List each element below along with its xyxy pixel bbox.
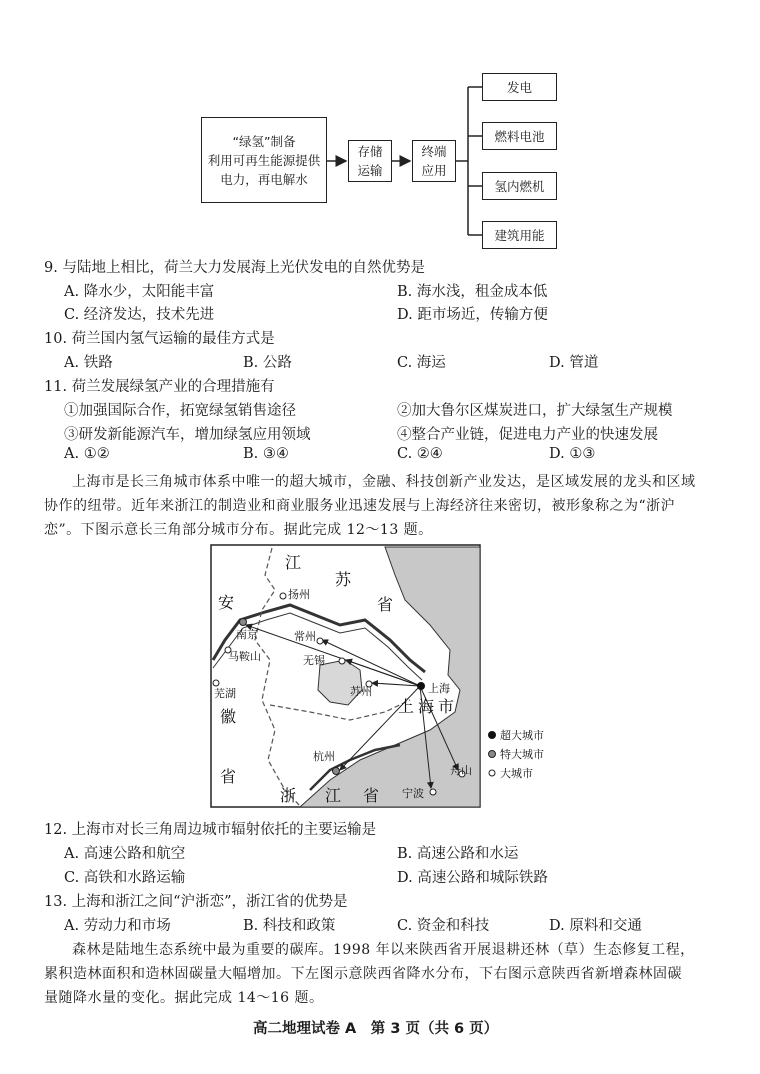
q9-stem: 9. 与陆地上相比，荷兰大力发展海上光伏发电的自然优势是: [44, 260, 425, 276]
q10-option-c[interactable]: C. 海运: [397, 355, 446, 371]
q12-stem: 12. 上海市对长三角周边城市辐射依托的主要运输是: [44, 822, 377, 838]
shanghai-marker: [417, 682, 425, 690]
main-box-line-1: “绿氢”制备: [232, 133, 296, 149]
use-label: 燃料电池: [494, 128, 545, 144]
legend-megacity: 超大城市: [500, 729, 544, 742]
ningbo-marker: [430, 789, 436, 795]
use-label: 发电: [506, 79, 532, 95]
label-suzhou: 苏州: [350, 685, 372, 698]
q10-option-d[interactable]: D. 管道: [549, 355, 599, 371]
q13-option-b[interactable]: B. 科技和政策: [243, 918, 336, 934]
label-hangzhou: 杭州: [313, 750, 335, 763]
q13-option-a[interactable]: A. 劳动力和市场: [64, 918, 171, 934]
passage2-line-2: 累积造林面积和造林固碳量大幅增加。下左图示意陕西省降水分布，下右图示意陕西省新增森林固碳: [44, 966, 682, 982]
q11-stem: 11. 荷兰发展绿氢产业的合理措施有: [44, 379, 275, 395]
terminal-line-2: 应用: [421, 163, 447, 178]
terminal-line-1: 终端: [421, 144, 447, 159]
province-sheng: 省: [363, 786, 380, 805]
q13-option-c[interactable]: C. 资金和科技: [397, 918, 490, 934]
storage-line-1: 存储: [357, 144, 383, 159]
q11-item-1: ①加强国际合作，拓宽绿氢销售途径: [64, 403, 296, 419]
use-label: 氢内燃机: [494, 178, 545, 194]
legend-supercity: 特大城市: [500, 748, 544, 761]
label-ningbo: 宁波: [402, 787, 424, 800]
q10-stem: 10. 荷兰国内氢气运输的最佳方式是: [44, 331, 275, 347]
main-box-line-2: 利用可再生能源提供: [207, 152, 321, 168]
wuhu-marker: [213, 680, 219, 686]
storage-line-2: 运输: [357, 163, 383, 178]
province-hui: 徽: [220, 707, 237, 726]
q13-option-d[interactable]: D. 原料和交通: [549, 918, 642, 934]
q11-item-4: ④整合产业链，促进电力产业的快速发展: [397, 427, 658, 443]
legend-supercity-symbol: [489, 751, 496, 758]
q9-option-b[interactable]: B. 海水浅，租金成本低: [397, 284, 548, 300]
map-legend: [488, 728, 544, 780]
legend-megacity-symbol: [488, 731, 496, 739]
q12-option-c[interactable]: C. 高铁和水路运输: [64, 870, 186, 886]
page-footer: 高二地理试卷 A 第 3 页（共 6 页）: [253, 1021, 499, 1037]
label-yangzhou: 扬州: [288, 588, 310, 601]
label-maanshan: 马鞍山: [228, 650, 261, 663]
label-shanghai: 上海: [428, 682, 450, 695]
label-wuhu: 芜湖: [214, 687, 236, 700]
q10-option-b[interactable]: B. 公路: [243, 355, 292, 371]
nanjing-marker: [240, 619, 247, 626]
label-changzhou: 常州: [294, 630, 316, 643]
province-hai: 海: [418, 697, 435, 716]
legend-bigcity: 大城市: [500, 767, 533, 780]
passage2-line-1: 森林是陆地生态系统中最为重要的碳库。1998 年以来陕西省开展退耕还林（草）生态修复工程，: [72, 942, 695, 958]
q11-option-d[interactable]: D. ①③: [549, 446, 596, 462]
province-su: 苏: [335, 570, 352, 589]
passage1-line-3: 恋”。下图示意长三角部分城市分布。据此完成 12～13 题。: [44, 522, 433, 538]
q11-option-c[interactable]: C. ②④: [397, 446, 443, 462]
province-sheng: 省: [220, 767, 237, 786]
legend-bigcity-symbol: [489, 770, 495, 776]
q12-option-a[interactable]: A. 高速公路和航空: [64, 846, 186, 862]
changzhou-marker: [317, 638, 323, 644]
label-zhoushan: 舟山: [450, 764, 472, 777]
wuxi-marker: [339, 658, 345, 664]
passage1-line-2: 协作的纽带。近年来浙江的制造业和商业服务业迅速发展与上海经济往来密切，被形象称之为“浙沪: [44, 498, 676, 514]
q11-option-a[interactable]: A. ①②: [64, 446, 110, 462]
use-label: 建筑用能: [494, 227, 545, 243]
q12-option-d[interactable]: D. 高速公路和城际铁路: [397, 870, 548, 886]
q12-option-b[interactable]: B. 高速公路和水运: [397, 846, 519, 862]
q10-option-a[interactable]: A. 铁路: [64, 355, 113, 371]
yangzhou-marker: [280, 593, 286, 599]
passage1-line-1: 上海市是长三角城市体系中唯一的超大城市，金融、科技创新产业发达，是区域发展的龙头和区域: [72, 474, 696, 490]
province-sheng: 省: [377, 595, 394, 614]
label-nanjing: 南京: [236, 628, 258, 641]
q9-option-c[interactable]: C. 经济发达，技术先进: [64, 307, 215, 323]
q11-item-3: ③研发新能源汽车，增加绿氢应用领域: [64, 427, 311, 443]
province-shang: 上: [398, 697, 415, 716]
label-wuxi: 无锡: [303, 654, 325, 667]
province-an: 安: [218, 593, 235, 612]
passage2-line-3: 量随降水量的变化。据此完成 14～16 题。: [44, 990, 324, 1006]
q11-item-2: ②加大鲁尔区煤炭进口，扩大绿氢生产规模: [397, 403, 673, 419]
hangzhou-marker: [333, 768, 340, 775]
province-zhe: 浙: [280, 786, 297, 805]
q9-option-d[interactable]: D. 距市场近，传输方便: [397, 307, 548, 323]
q11-option-b[interactable]: B. ③④: [243, 446, 289, 462]
province-shi: 市: [438, 697, 455, 716]
province-jiang: 江: [325, 786, 342, 805]
q13-stem: 13. 上海和浙江之间“沪浙恋”，浙江省的优势是: [44, 894, 348, 910]
q9-option-a[interactable]: A. 降水少，太阳能丰富: [64, 284, 215, 300]
main-box-line-3: 电力，再电解水: [220, 171, 308, 187]
province-jiang: 江: [285, 553, 302, 572]
